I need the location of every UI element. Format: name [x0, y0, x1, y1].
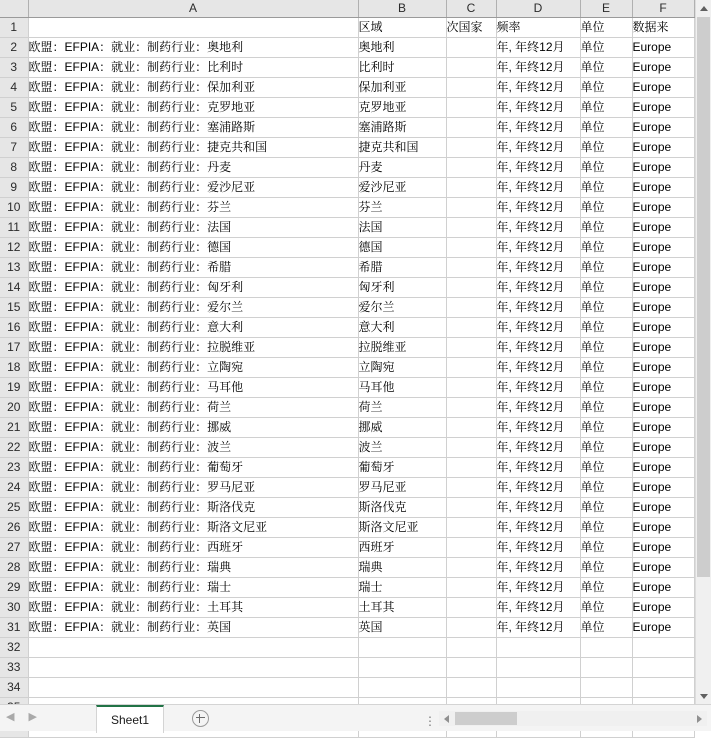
row-header[interactable]: 11 [0, 218, 28, 238]
cell-b3[interactable]: 比利时 [358, 58, 446, 78]
table-row [0, 298, 694, 318]
cell-e13[interactable]: 单位 [580, 258, 632, 278]
cell-e20[interactable]: 单位 [580, 398, 632, 418]
cell-b8[interactable]: 丹麦 [358, 158, 446, 178]
cell-c1[interactable]: 次国家 [446, 18, 496, 38]
cell-a24[interactable]: 欧盟：EFPIA：就业：制药行业：罗马尼亚 [28, 478, 358, 498]
column-header-row [0, 0, 694, 18]
table-row [0, 238, 694, 258]
cell-a18[interactable]: 欧盟：EFPIA：就业：制药行业：立陶宛 [28, 358, 358, 378]
cell-a31[interactable]: 欧盟：EFPIA：就业：制药行业：英国 [28, 618, 358, 638]
previous-sheet-icon[interactable]: ◀ [6, 711, 15, 723]
cell-c34[interactable] [446, 678, 496, 698]
cell-f5[interactable]: Europe [632, 98, 694, 118]
cell-b11[interactable]: 法国 [358, 218, 446, 238]
cell-b31[interactable]: 英国 [358, 618, 446, 638]
cell-d19[interactable]: 年, 年终12月 [496, 378, 580, 398]
row-header[interactable]: 24 [0, 478, 28, 498]
cell-d28[interactable]: 年, 年终12月 [496, 558, 580, 578]
cell-a3[interactable]: 欧盟：EFPIA：就业：制药行业：比利时 [28, 58, 358, 78]
row-header[interactable]: 6 [0, 118, 28, 138]
cell-c23[interactable] [446, 458, 496, 478]
table-row [0, 18, 694, 38]
row-header[interactable]: 19 [0, 378, 28, 398]
cell-d16[interactable]: 年, 年终12月 [496, 318, 580, 338]
scroll-left-icon[interactable] [439, 711, 454, 726]
table-row [0, 138, 694, 158]
cell-f13[interactable]: Europe [632, 258, 694, 278]
cell-a7[interactable]: 欧盟：EFPIA：就业：制药行业：捷克共和国 [28, 138, 358, 158]
cell-a33[interactable] [28, 658, 358, 678]
column-header-c[interactable]: C [446, 0, 496, 18]
cell-f21[interactable]: Europe [632, 418, 694, 438]
row-header[interactable]: 25 [0, 498, 28, 518]
cell-a29[interactable]: 欧盟：EFPIA：就业：制药行业：瑞士 [28, 578, 358, 598]
cell-f34[interactable] [632, 678, 694, 698]
cell-c18[interactable] [446, 358, 496, 378]
column-header-a[interactable]: A [28, 0, 358, 18]
row-header[interactable]: 30 [0, 598, 28, 618]
vertical-scrollbar[interactable] [695, 0, 711, 704]
table-row [0, 258, 694, 278]
table-row [0, 478, 694, 498]
cell-f30[interactable]: Europe [632, 598, 694, 618]
cell-e25[interactable]: 单位 [580, 498, 632, 518]
cell-b29[interactable]: 瑞士 [358, 578, 446, 598]
table-row [0, 618, 694, 638]
row-header[interactable]: 2 [0, 38, 28, 58]
cell-f3[interactable]: Europe [632, 58, 694, 78]
table-row [0, 218, 694, 238]
cell-c10[interactable] [446, 198, 496, 218]
row-header[interactable]: 28 [0, 558, 28, 578]
cell-c32[interactable] [446, 638, 496, 658]
table-row [0, 658, 694, 678]
cell-e16[interactable]: 单位 [580, 318, 632, 338]
cell-d13[interactable]: 年, 年终12月 [496, 258, 580, 278]
cell-f10[interactable]: Europe [632, 198, 694, 218]
cell-d18[interactable]: 年, 年终12月 [496, 358, 580, 378]
cell-e4[interactable]: 单位 [580, 78, 632, 98]
cell-a14[interactable]: 欧盟：EFPIA：就业：制药行业：匈牙利 [28, 278, 358, 298]
vertical-scroll-thumb[interactable] [697, 17, 710, 577]
tab-overflow-icon[interactable]: ⋮ [424, 714, 437, 728]
cell-a19[interactable]: 欧盟：EFPIA：就业：制药行业：马耳他 [28, 378, 358, 398]
cell-e11[interactable]: 单位 [580, 218, 632, 238]
cell-d6[interactable]: 年, 年终12月 [496, 118, 580, 138]
cell-e28[interactable]: 单位 [580, 558, 632, 578]
table-row [0, 558, 694, 578]
cell-b23[interactable]: 葡萄牙 [358, 458, 446, 478]
cell-a20[interactable]: 欧盟：EFPIA：就业：制药行业：荷兰 [28, 398, 358, 418]
cell-c29[interactable] [446, 578, 496, 598]
cell-b32[interactable] [358, 638, 446, 658]
grid-body [0, 18, 694, 738]
row-header[interactable]: 1 [0, 18, 28, 38]
cell-c5[interactable] [446, 98, 496, 118]
cell-b9[interactable]: 爱沙尼亚 [358, 178, 446, 198]
cell-b25[interactable]: 斯洛伐克 [358, 498, 446, 518]
cell-b12[interactable]: 德国 [358, 238, 446, 258]
cell-a27[interactable]: 欧盟：EFPIA：就业：制药行业：西班牙 [28, 538, 358, 558]
cell-d30[interactable]: 年, 年终12月 [496, 598, 580, 618]
table-row [0, 398, 694, 418]
cell-a23[interactable]: 欧盟：EFPIA：就业：制药行业：葡萄牙 [28, 458, 358, 478]
cell-c7[interactable] [446, 138, 496, 158]
cell-d32[interactable] [496, 638, 580, 658]
cell-f33[interactable] [632, 658, 694, 678]
scroll-up-icon[interactable] [696, 0, 711, 16]
table-row [0, 78, 694, 98]
table-row [0, 638, 694, 658]
cell-a25[interactable]: 欧盟：EFPIA：就业：制药行业：斯洛伐克 [28, 498, 358, 518]
cell-d34[interactable] [496, 678, 580, 698]
cell-a11[interactable]: 欧盟：EFPIA：就业：制药行业：法国 [28, 218, 358, 238]
table-row [0, 418, 694, 438]
cell-f2[interactable]: Europe [632, 38, 694, 58]
row-header[interactable]: 7 [0, 138, 28, 158]
row-header[interactable]: 29 [0, 578, 28, 598]
cell-b4[interactable]: 保加利亚 [358, 78, 446, 98]
cell-b7[interactable]: 捷克共和国 [358, 138, 446, 158]
cell-c20[interactable] [446, 398, 496, 418]
cell-f12[interactable]: Europe [632, 238, 694, 258]
cell-b16[interactable]: 意大利 [358, 318, 446, 338]
table-row [0, 118, 694, 138]
cell-d24[interactable]: 年, 年终12月 [496, 478, 580, 498]
cell-d33[interactable] [496, 658, 580, 678]
cell-e8[interactable]: 单位 [580, 158, 632, 178]
cell-a21[interactable]: 欧盟：EFPIA：就业：制药行业：挪威 [28, 418, 358, 438]
cell-c11[interactable] [446, 218, 496, 238]
cell-f17[interactable]: Europe [632, 338, 694, 358]
sheet-tab-sheet1[interactable]: Sheet1 [96, 705, 164, 733]
cell-f19[interactable]: Europe [632, 378, 694, 398]
cell-f9[interactable]: Europe [632, 178, 694, 198]
cell-b27[interactable]: 西班牙 [358, 538, 446, 558]
horizontal-scroll-thumb[interactable] [455, 712, 517, 725]
cell-d20[interactable]: 年, 年终12月 [496, 398, 580, 418]
cell-f27[interactable]: Europe [632, 538, 694, 558]
row-header[interactable]: 20 [0, 398, 28, 418]
cell-f31[interactable]: Europe [632, 618, 694, 638]
table-row [0, 598, 694, 618]
cell-d11[interactable]: 年, 年终12月 [496, 218, 580, 238]
cell-d2[interactable]: 年, 年终12月 [496, 38, 580, 58]
cell-b26[interactable]: 斯洛文尼亚 [358, 518, 446, 538]
row-header[interactable]: 8 [0, 158, 28, 178]
cell-f14[interactable]: Europe [632, 278, 694, 298]
cell-f22[interactable]: Europe [632, 438, 694, 458]
cell-f11[interactable]: Europe [632, 218, 694, 238]
cell-d4[interactable]: 年, 年终12月 [496, 78, 580, 98]
table-row [0, 178, 694, 198]
scroll-right-icon[interactable] [692, 711, 707, 726]
table-row [0, 338, 694, 358]
sheet-bottom-bar [0, 704, 711, 731]
cell-d9[interactable]: 年, 年终12月 [496, 178, 580, 198]
cell-a8[interactable]: 欧盟：EFPIA：就业：制药行业：丹麦 [28, 158, 358, 178]
cell-d15[interactable]: 年, 年终12月 [496, 298, 580, 318]
cell-b17[interactable]: 拉脱维亚 [358, 338, 446, 358]
table-row [0, 158, 694, 178]
cell-a26[interactable]: 欧盟：EFPIA：就业：制药行业：斯洛文尼亚 [28, 518, 358, 538]
cell-d1[interactable]: 频率 [496, 18, 580, 38]
table-row [0, 578, 694, 598]
cell-f32[interactable] [632, 638, 694, 658]
cell-e34[interactable] [580, 678, 632, 698]
cell-e24[interactable]: 单位 [580, 478, 632, 498]
table-row [0, 198, 694, 218]
cell-e12[interactable]: 单位 [580, 238, 632, 258]
row-header[interactable]: 27 [0, 538, 28, 558]
cell-f16[interactable]: Europe [632, 318, 694, 338]
cell-d23[interactable]: 年, 年终12月 [496, 458, 580, 478]
scroll-down-icon[interactable] [696, 688, 711, 704]
cell-c16[interactable] [446, 318, 496, 338]
cell-c28[interactable] [446, 558, 496, 578]
cell-b15[interactable]: 爱尔兰 [358, 298, 446, 318]
cell-c6[interactable] [446, 118, 496, 138]
row-header[interactable]: 33 [0, 658, 28, 678]
row-header[interactable]: 31 [0, 618, 28, 638]
cell-c19[interactable] [446, 378, 496, 398]
cell-e5[interactable]: 单位 [580, 98, 632, 118]
cell-f24[interactable]: Europe [632, 478, 694, 498]
cell-e19[interactable]: 单位 [580, 378, 632, 398]
cell-e9[interactable]: 单位 [580, 178, 632, 198]
table-row [0, 538, 694, 558]
table-row [0, 278, 694, 298]
cell-e3[interactable]: 单位 [580, 58, 632, 78]
cell-f15[interactable]: Europe [632, 298, 694, 318]
cell-c27[interactable] [446, 538, 496, 558]
cell-b1[interactable]: 区域 [358, 18, 446, 38]
cell-d31[interactable]: 年, 年终12月 [496, 618, 580, 638]
row-header[interactable]: 16 [0, 318, 28, 338]
cell-b22[interactable]: 波兰 [358, 438, 446, 458]
cell-c33[interactable] [446, 658, 496, 678]
cell-f20[interactable]: Europe [632, 398, 694, 418]
cell-c9[interactable] [446, 178, 496, 198]
cell-c25[interactable] [446, 498, 496, 518]
cell-c3[interactable] [446, 58, 496, 78]
cell-d27[interactable]: 年, 年终12月 [496, 538, 580, 558]
cell-a30[interactable]: 欧盟：EFPIA：就业：制药行业：土耳其 [28, 598, 358, 618]
row-header[interactable]: 18 [0, 358, 28, 378]
plus-icon [192, 710, 209, 727]
row-header[interactable]: 34 [0, 678, 28, 698]
cell-b18[interactable]: 立陶宛 [358, 358, 446, 378]
cell-e32[interactable] [580, 638, 632, 658]
cell-a1[interactable] [28, 18, 358, 38]
cell-f7[interactable]: Europe [632, 138, 694, 158]
cell-b33[interactable] [358, 658, 446, 678]
cell-c22[interactable] [446, 438, 496, 458]
cell-e22[interactable]: 单位 [580, 438, 632, 458]
add-sheet-button[interactable] [190, 705, 210, 731]
table-row [0, 58, 694, 78]
cell-e18[interactable]: 单位 [580, 358, 632, 378]
cell-f8[interactable]: Europe [632, 158, 694, 178]
cell-e7[interactable]: 单位 [580, 138, 632, 158]
cell-d14[interactable]: 年, 年终12月 [496, 278, 580, 298]
cell-b10[interactable]: 芬兰 [358, 198, 446, 218]
cell-f26[interactable]: Europe [632, 518, 694, 538]
row-header[interactable]: 5 [0, 98, 28, 118]
row-header[interactable]: 32 [0, 638, 28, 658]
cell-e27[interactable]: 单位 [580, 538, 632, 558]
cell-a13[interactable]: 欧盟：EFPIA：就业：制药行业：希腊 [28, 258, 358, 278]
cell-c31[interactable] [446, 618, 496, 638]
row-header[interactable]: 17 [0, 338, 28, 358]
cell-d29[interactable]: 年, 年终12月 [496, 578, 580, 598]
cell-a34[interactable] [28, 678, 358, 698]
cell-c2[interactable] [446, 38, 496, 58]
cell-e29[interactable]: 单位 [580, 578, 632, 598]
row-header[interactable]: 13 [0, 258, 28, 278]
cell-e14[interactable]: 单位 [580, 278, 632, 298]
next-sheet-icon[interactable]: ▶ [28, 711, 37, 723]
cell-d10[interactable]: 年, 年终12月 [496, 198, 580, 218]
cell-b21[interactable]: 挪威 [358, 418, 446, 438]
cell-a22[interactable]: 欧盟：EFPIA：就业：制药行业：波兰 [28, 438, 358, 458]
cell-a9[interactable]: 欧盟：EFPIA：就业：制药行业：爱沙尼亚 [28, 178, 358, 198]
cell-b13[interactable]: 希腊 [358, 258, 446, 278]
cell-c12[interactable] [446, 238, 496, 258]
cell-e26[interactable]: 单位 [580, 518, 632, 538]
cell-a2[interactable]: 欧盟：EFPIA：就业：制药行业：奥地利 [28, 38, 358, 58]
cell-d3[interactable]: 年, 年终12月 [496, 58, 580, 78]
cell-e17[interactable]: 单位 [580, 338, 632, 358]
cell-e30[interactable]: 单位 [580, 598, 632, 618]
cell-d22[interactable]: 年, 年终12月 [496, 438, 580, 458]
cell-d8[interactable]: 年, 年终12月 [496, 158, 580, 178]
cell-a17[interactable]: 欧盟：EFPIA：就业：制药行业：拉脱维亚 [28, 338, 358, 358]
row-header[interactable]: 15 [0, 298, 28, 318]
cell-a12[interactable]: 欧盟：EFPIA：就业：制药行业：德国 [28, 238, 358, 258]
cell-c26[interactable] [446, 518, 496, 538]
cell-f28[interactable]: Europe [632, 558, 694, 578]
table-row [0, 678, 694, 698]
row-header[interactable]: 3 [0, 58, 28, 78]
table-row [0, 518, 694, 538]
cell-f25[interactable]: Europe [632, 498, 694, 518]
cell-d25[interactable]: 年, 年终12月 [496, 498, 580, 518]
cell-d26[interactable]: 年, 年终12月 [496, 518, 580, 538]
cell-e10[interactable]: 单位 [580, 198, 632, 218]
table-row [0, 98, 694, 118]
cell-e1[interactable]: 单位 [580, 18, 632, 38]
row-header[interactable]: 22 [0, 438, 28, 458]
cell-b30[interactable]: 土耳其 [358, 598, 446, 618]
cell-d7[interactable]: 年, 年终12月 [496, 138, 580, 158]
cell-e33[interactable] [580, 658, 632, 678]
table-row [0, 318, 694, 338]
cell-e2[interactable]: 单位 [580, 38, 632, 58]
table-row [0, 38, 694, 58]
horizontal-scrollbar[interactable] [439, 711, 707, 726]
cell-a15[interactable]: 欧盟：EFPIA：就业：制药行业：爱尔兰 [28, 298, 358, 318]
cell-c13[interactable] [446, 258, 496, 278]
cell-d5[interactable]: 年, 年终12月 [496, 98, 580, 118]
cell-f4[interactable]: Europe [632, 78, 694, 98]
sheet-navigation [6, 710, 37, 723]
cell-e6[interactable]: 单位 [580, 118, 632, 138]
cell-b2[interactable]: 奥地利 [358, 38, 446, 58]
row-header[interactable]: 23 [0, 458, 28, 478]
cell-c30[interactable] [446, 598, 496, 618]
table-row [0, 458, 694, 478]
row-header[interactable]: 14 [0, 278, 28, 298]
cell-c14[interactable] [446, 278, 496, 298]
cell-c4[interactable] [446, 78, 496, 98]
column-header-f[interactable]: F [632, 0, 694, 18]
cell-f1[interactable]: 数据来 [632, 18, 694, 38]
table-row [0, 498, 694, 518]
table-row [0, 378, 694, 398]
row-header[interactable]: 12 [0, 238, 28, 258]
cell-e21[interactable]: 单位 [580, 418, 632, 438]
cell-b5[interactable]: 克罗地亚 [358, 98, 446, 118]
cell-f6[interactable]: Europe [632, 118, 694, 138]
cell-b28[interactable]: 瑞典 [358, 558, 446, 578]
cell-f29[interactable]: Europe [632, 578, 694, 598]
cell-b19[interactable]: 马耳他 [358, 378, 446, 398]
cell-a6[interactable]: 欧盟：EFPIA：就业：制药行业：塞浦路斯 [28, 118, 358, 138]
cell-c15[interactable] [446, 298, 496, 318]
table-row [0, 358, 694, 378]
column-header-d[interactable]: D [496, 0, 580, 18]
cell-a10[interactable]: 欧盟：EFPIA：就业：制药行业：芬兰 [28, 198, 358, 218]
row-header[interactable]: 10 [0, 198, 28, 218]
cell-d12[interactable]: 年, 年终12月 [496, 238, 580, 258]
cell-e15[interactable]: 单位 [580, 298, 632, 318]
cell-c8[interactable] [446, 158, 496, 178]
column-header-e[interactable]: E [580, 0, 632, 18]
column-header-b[interactable]: B [358, 0, 446, 18]
cell-a4[interactable]: 欧盟：EFPIA：就业：制药行业：保加利亚 [28, 78, 358, 98]
cell-a32[interactable] [28, 638, 358, 658]
row-header[interactable]: 21 [0, 418, 28, 438]
cell-b6[interactable]: 塞浦路斯 [358, 118, 446, 138]
cell-c24[interactable] [446, 478, 496, 498]
row-header[interactable]: 4 [0, 78, 28, 98]
cell-b24[interactable]: 罗马尼亚 [358, 478, 446, 498]
select-all-corner[interactable] [0, 0, 28, 18]
cell-e23[interactable]: 单位 [580, 458, 632, 478]
sheet-tab-strip [96, 705, 210, 731]
cell-c21[interactable] [446, 418, 496, 438]
cell-d17[interactable]: 年, 年终12月 [496, 338, 580, 358]
cell-e31[interactable]: 单位 [580, 618, 632, 638]
row-header[interactable]: 26 [0, 518, 28, 538]
table-row [0, 438, 694, 458]
cell-a28[interactable]: 欧盟：EFPIA：就业：制药行业：瑞典 [28, 558, 358, 578]
cell-f18[interactable]: Europe [632, 358, 694, 378]
cell-a16[interactable]: 欧盟：EFPIA：就业：制药行业：意大利 [28, 318, 358, 338]
cell-c17[interactable] [446, 338, 496, 358]
cell-d21[interactable]: 年, 年终12月 [496, 418, 580, 438]
cell-b14[interactable]: 匈牙利 [358, 278, 446, 298]
cell-b34[interactable] [358, 678, 446, 698]
cell-f23[interactable]: Europe [632, 458, 694, 478]
cell-b20[interactable]: 荷兰 [358, 398, 446, 418]
cell-a5[interactable]: 欧盟：EFPIA：就业：制药行业：克罗地亚 [28, 98, 358, 118]
row-header[interactable]: 9 [0, 178, 28, 198]
